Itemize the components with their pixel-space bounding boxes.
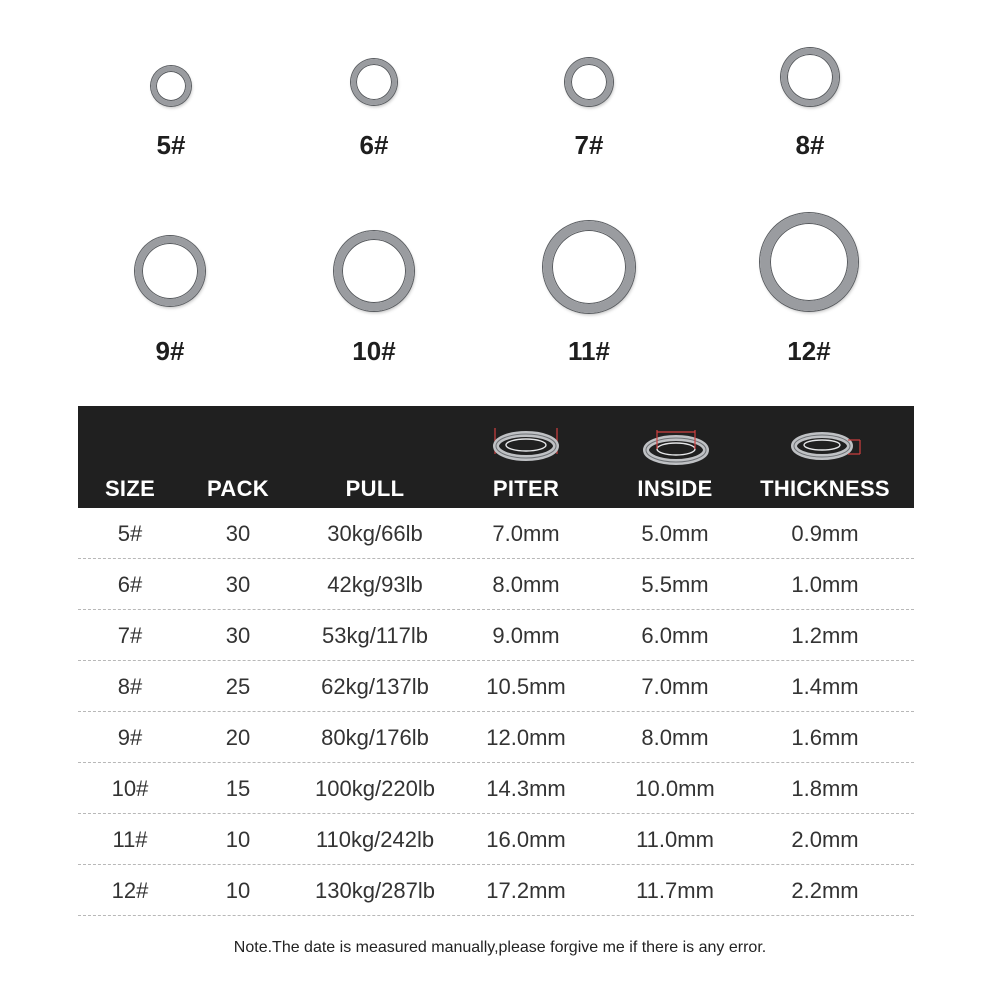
ring-size-label: 8# <box>795 130 825 160</box>
cell-pull: 110kg/242lb <box>315 827 435 852</box>
ring-size-label: 12# <box>787 336 831 366</box>
table-row <box>78 865 914 916</box>
ring-outer-diameter-icon <box>491 424 561 464</box>
split-ring-image <box>334 231 414 311</box>
header-inside: INSIDE <box>637 476 713 501</box>
spec-table <box>78 406 914 916</box>
header-thickness: THICKNESS <box>760 476 890 501</box>
ring-inner-diameter-icon <box>641 424 711 468</box>
cell-size: 7# <box>117 623 143 648</box>
ring-size-label: 7# <box>574 130 604 160</box>
cell-pack: 20 <box>225 725 251 750</box>
cell-pull: 42kg/93lb <box>327 572 423 597</box>
ring-size-label: 5# <box>156 130 186 160</box>
table-header <box>78 406 914 508</box>
cell-pack: 30 <box>225 572 251 597</box>
cell-piter: 8.0mm <box>492 572 560 597</box>
cell-pull: 62kg/137lb <box>321 674 429 699</box>
ring-size-label: 6# <box>359 130 389 160</box>
cell-thickness: 1.0mm <box>791 572 859 597</box>
table-row <box>78 610 914 661</box>
cell-pack: 10 <box>225 878 251 903</box>
cell-piter: 16.0mm <box>486 827 566 852</box>
cell-thickness: 1.4mm <box>791 674 859 699</box>
split-ring-image <box>760 213 858 311</box>
split-ring-image <box>543 221 635 313</box>
cell-piter: 17.2mm <box>486 878 566 903</box>
table-body <box>78 508 914 916</box>
split-ring-image <box>565 58 613 106</box>
cell-inside: 8.0mm <box>641 725 709 750</box>
cell-piter: 9.0mm <box>492 623 560 648</box>
cell-inside: 5.0mm <box>641 521 709 546</box>
cell-inside: 11.7mm <box>636 878 714 903</box>
header-size: SIZE <box>104 476 156 501</box>
header-piter: PITER <box>492 476 560 501</box>
header-pull: PULL <box>345 476 405 501</box>
split-ring-image <box>781 48 839 106</box>
cell-size: 5# <box>117 521 143 546</box>
measurement-note: Note.The date is measured manually,please forgive me if there is any error. <box>233 939 767 956</box>
ring-size-label: 10# <box>352 336 396 366</box>
cell-thickness: 1.6mm <box>791 725 859 750</box>
cell-piter: 14.3mm <box>486 776 566 801</box>
cell-inside: 10.0mm <box>635 776 715 801</box>
cell-pull: 100kg/220lb <box>315 776 435 801</box>
split-ring-image <box>135 236 205 306</box>
cell-size: 10# <box>111 776 149 801</box>
cell-pull: 130kg/287lb <box>315 878 435 903</box>
cell-size: 9# <box>117 725 143 750</box>
cell-size: 8# <box>117 674 143 699</box>
cell-pack: 30 <box>225 623 251 648</box>
cell-pack: 30 <box>225 521 251 546</box>
split-ring-image <box>151 66 191 106</box>
cell-thickness: 0.9mm <box>791 521 859 546</box>
table-row <box>78 661 914 712</box>
split-ring-image <box>351 59 397 105</box>
cell-thickness: 1.8mm <box>791 776 859 801</box>
cell-pack: 10 <box>225 827 251 852</box>
cell-piter: 7.0mm <box>492 521 560 546</box>
cell-inside: 11.0mm <box>636 827 714 852</box>
cell-size: 12# <box>111 878 149 903</box>
cell-inside: 7.0mm <box>641 674 709 699</box>
cell-thickness: 1.2mm <box>791 623 859 648</box>
table-row <box>78 508 914 559</box>
cell-piter: 10.5mm <box>486 674 566 699</box>
header-pack: PACK <box>207 476 269 501</box>
cell-size: 6# <box>117 572 143 597</box>
ring-thickness-icon <box>788 424 864 464</box>
cell-pull: 53kg/117lb <box>321 623 429 648</box>
cell-pack: 25 <box>225 674 251 699</box>
cell-thickness: 2.2mm <box>791 878 859 903</box>
cell-piter: 12.0mm <box>486 725 566 750</box>
ring-size-label: 11# <box>568 336 610 366</box>
table-row <box>78 712 914 763</box>
ring-size-label: 9# <box>155 336 185 366</box>
cell-inside: 6.0mm <box>641 623 709 648</box>
table-row <box>78 814 914 865</box>
cell-inside: 5.5mm <box>641 572 709 597</box>
cell-pull: 30kg/66lb <box>327 521 423 546</box>
cell-pull: 80kg/176lb <box>321 725 429 750</box>
cell-pack: 15 <box>225 776 251 801</box>
table-row <box>78 763 914 814</box>
table-row <box>78 559 914 610</box>
cell-thickness: 2.0mm <box>791 827 859 852</box>
cell-size: 11# <box>112 827 148 852</box>
